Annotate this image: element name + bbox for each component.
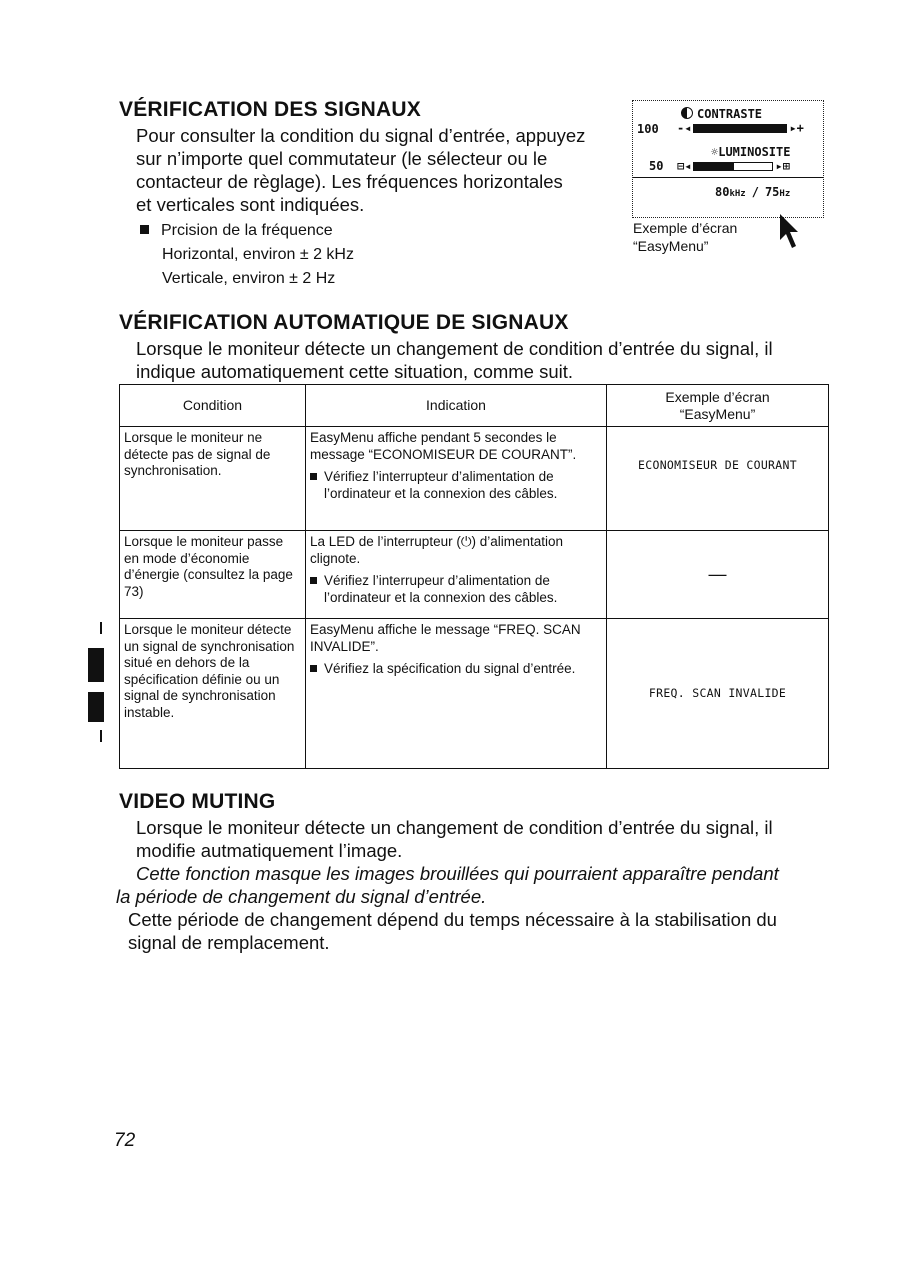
row-condition: Lorsque le moniteur détecte un signal de synchronisation situé en dehors de la spécification définie ou un signal de synchronisation instable. [120,619,306,769]
section1-line: et verticales sont indiquées. [136,194,365,215]
table-row [120,531,829,619]
section3-line: Cette période de changement dépend du temps nécessaire à la stabilisation du [128,909,777,930]
frequency-precision-block [140,219,354,291]
table-header-row [120,385,829,427]
contrast-slider: -◂ ▸+ [677,121,804,135]
caption-line-2: “EasyMenu” [633,238,709,254]
row-example: — [607,531,829,619]
bullet-item [140,219,354,243]
section3-body [116,816,836,954]
section-title-verification-automatique: VÉRIFICATION AUTOMATIQUE DE SIGNAUX [119,311,569,334]
row-indication: EasyMenu affiche le message “FREQ. SCAN INVALIDE”. Vérifiez la spécification du signal d’entrée. [306,619,607,769]
row-example: FREQ. SCAN INVALIDE [607,619,829,769]
contrast-value: 100 [637,122,659,136]
row-indication: EasyMenu affiche pendant 5 secondes le message “ECONOMISEUR DE COURANT”. Vérifiez l’interrupteur d’alimentation de l’ordinateur et la connexion des câbles. [306,427,607,531]
row-example: ECONOMISEUR DE COURANT [607,427,829,531]
square-bullet-icon [310,665,317,672]
sun-icon: ☼ [711,145,719,159]
contrast-bar-fill [693,124,787,133]
section1-body [136,124,614,216]
section2-body [136,337,836,383]
section3-line: signal de remplacement. [128,932,330,953]
page-number: 72 [114,1130,136,1151]
header-indication: Indication [306,385,607,427]
brightness-bar-empty [733,162,773,171]
section2-line: Lorsque le moniteur détecte un changement de condition d’entrée du signal, il [136,338,773,359]
section3-line: Lorsque le moniteur détecte un changement de condition d’entrée du signal, il [136,817,773,838]
language-tab-marker [82,618,114,746]
header-condition: Condition [120,385,306,427]
section3-line: modifie autmatiquement l’image. [136,840,403,861]
section2-line: indique automatiquement cette situation, comme suit. [136,361,574,382]
section-title-video-muting: VIDEO MUTING [119,790,276,813]
row-condition: Lorsque le moniteur ne détecte pas de signal de synchronisation. [120,427,306,531]
brightness-value: 50 [649,159,664,173]
vertical-precision: Verticale, environ ± 2 Hz [162,270,336,287]
brightness-bar-fill [693,162,733,171]
caption-line-1: Exemple d’écran [633,220,738,236]
brightness-row-label: ☼LUMINOSITE [711,145,791,159]
header-example: Exemple d’écran “EasyMenu” [607,385,829,427]
square-bullet-icon [310,577,317,584]
square-bullet-icon [310,473,317,480]
section1-line: sur n’importe quel commutateur (le sélecteur ou le [136,148,548,169]
row-indication: La LED de l’interrupteur (⏻) d’alimentation clignote. Vérifiez l’interrupeur d’alimentation de l’ordinateur et la connexion des câbles. [306,531,607,619]
horizontal-precision: Horizontal, environ ± 2 kHz [162,246,354,263]
row-condition: Lorsque le moniteur passe en mode d’économie d’énergie (consultez la page 73) [120,531,306,619]
table-row [120,427,829,531]
section3-italic-line: Cette fonction masque les images brouillées qui pourraient apparaître pendant [136,863,779,884]
square-bullet-icon [140,225,149,234]
screen-example-caption [633,219,737,255]
contrast-icon [681,107,693,119]
table-row [120,619,829,769]
bullet-text: Prcision de la fréquence [161,222,333,239]
section1-line: contacteur de règlage). Les fréquences horizontales [136,171,563,192]
section3-italic-line: la période de changement du signal d’entrée. [116,886,487,907]
section-title-verification-signaux: VÉRIFICATION DES SIGNAUX [119,98,421,121]
brightness-slider: ⊟◂ ▸⊞ [677,159,790,173]
easymenu-screen-example [632,100,824,218]
arrow-pointer-icon [778,212,802,250]
frequency-readout: 80kHz / 75Hz [715,185,791,199]
screen-divider [633,177,823,178]
signal-table [119,384,829,769]
section1-line: Pour consulter la condition du signal d’entrée, appuyez [136,125,586,146]
contrast-row-label: CONTRASTE [681,107,762,121]
